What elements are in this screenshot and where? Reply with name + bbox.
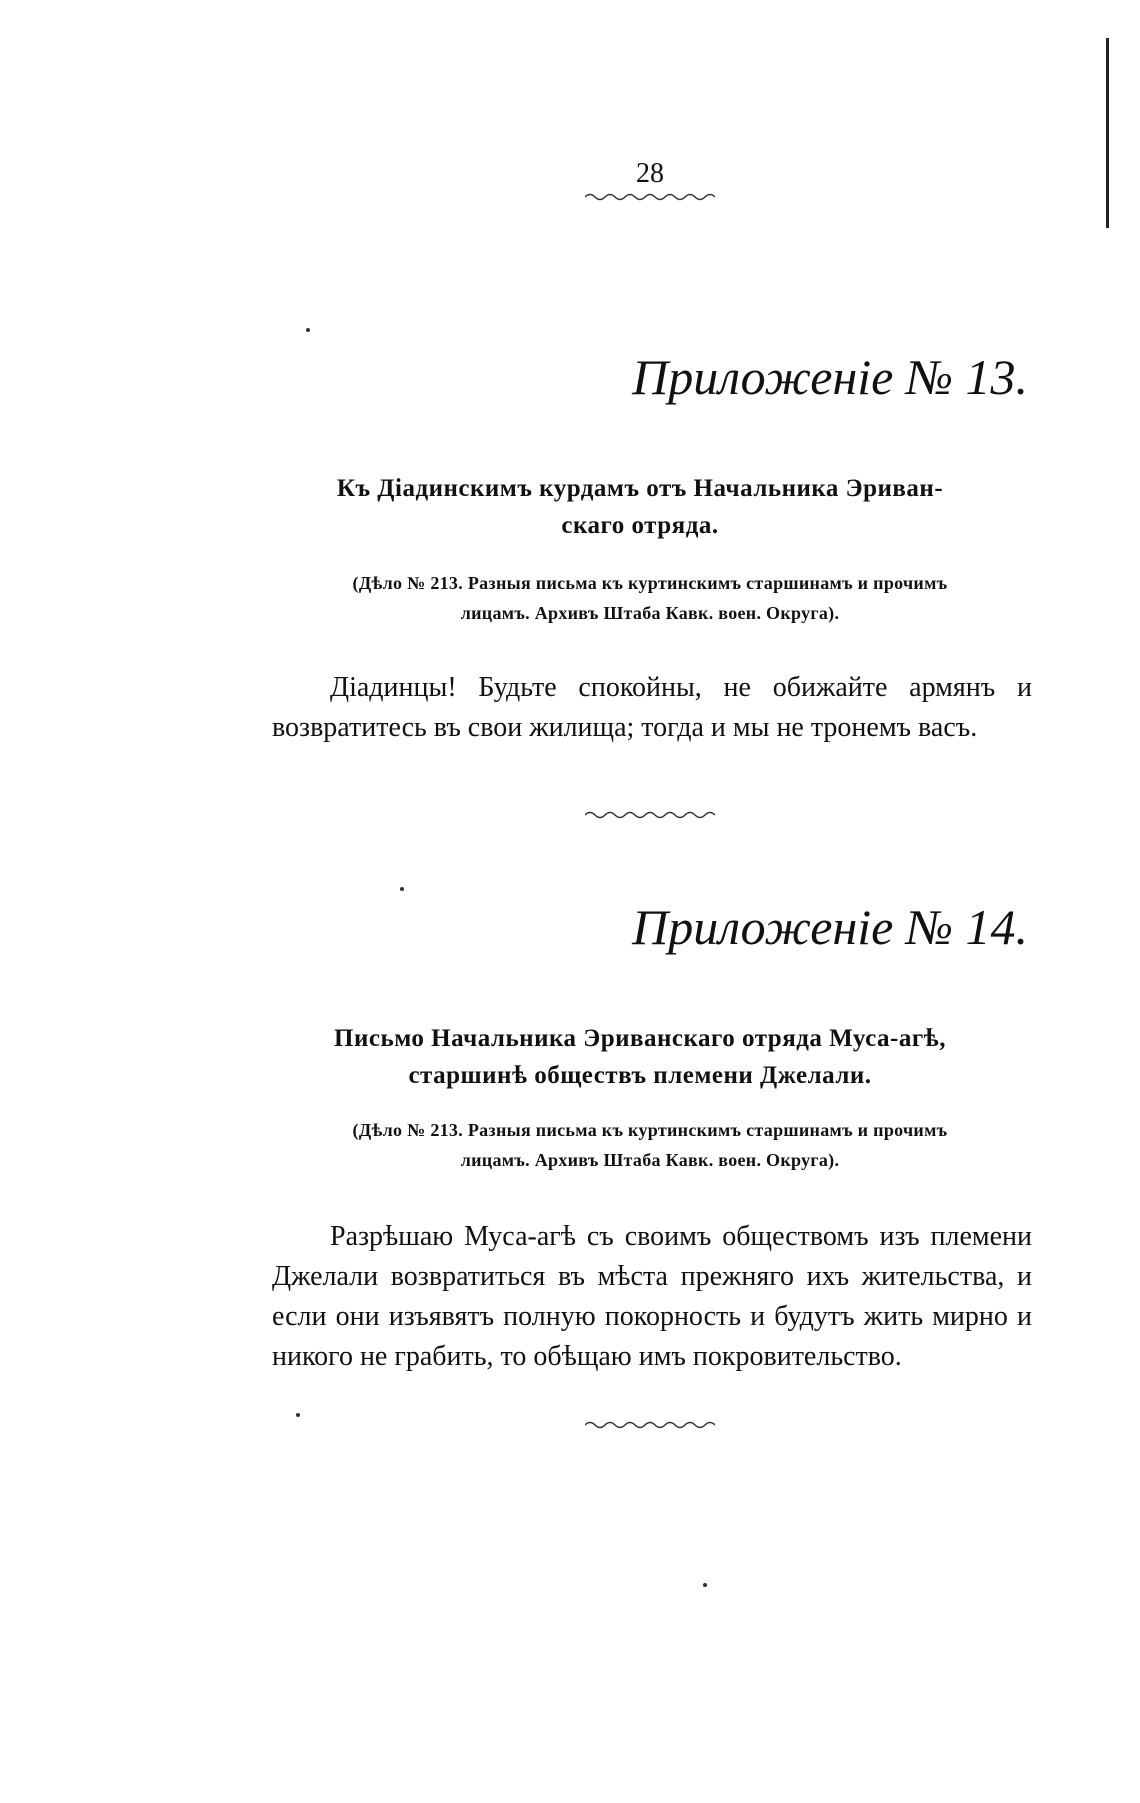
appendix-13-source-line1: (Дѣло № 213. Разныя письма къ куртинскимъ старшинамъ и прочимъ	[352, 573, 948, 593]
ornament-divider-middle	[585, 810, 715, 820]
appendix-13-heading	[270, 470, 1010, 544]
scan-edge-line	[1106, 38, 1109, 228]
appendix-14-heading-line2: старшинѣ обществъ племени Джелали.	[408, 1062, 872, 1089]
scan-speck	[296, 1413, 300, 1417]
appendix-14-heading-line1: Письмо Начальника Эриванскаго отряда Муса-агѣ,	[334, 1025, 946, 1052]
appendix-14-body: Разрѣшаю Муса-агѣ съ своимъ обществомъ изъ племени Джелали возвратиться въ мѣста прежняго ихъ жительства, и если они изъявятъ полную покорность и будутъ жить мирно и никого не грабить, то обѣщаю имъ покровительство.	[272, 1221, 1032, 1372]
appendix-13-source	[270, 568, 1030, 628]
appendix-14-heading	[270, 1020, 1010, 1094]
appendix-14-source-line1: (Дѣло № 213. Разныя письма къ куртинскимъ старшинамъ и прочимъ	[352, 1120, 948, 1140]
ornament-divider-bottom	[585, 1420, 715, 1430]
appendix-13-heading-line2: скаго отряда.	[561, 512, 719, 539]
appendix-13-body: Діадинцы! Будьте спокойны, не обижайте армянъ и возвратитесь въ свои жилища; тогда и мы не тронемъ васъ.	[272, 672, 1032, 743]
scan-speck	[703, 1583, 707, 1587]
page-number: 28	[636, 158, 664, 189]
appendix-13-title: Приложеніе № 13.	[632, 349, 1028, 405]
ornament-divider-top	[585, 192, 715, 202]
appendix-14-source-line2: лицамъ. Архивъ Штаба Кавк. воен. Округа).	[460, 1150, 840, 1170]
scan-speck	[306, 328, 310, 332]
appendix-14-source	[270, 1115, 1030, 1175]
appendix-14-title: Приложеніе № 14.	[632, 899, 1028, 955]
appendix-13-source-line2: лицамъ. Архивъ Штаба Кавк. воен. Округа).	[460, 603, 840, 623]
scan-speck	[400, 887, 404, 891]
appendix-13-heading-line1: Къ Діадинскимъ курдамъ отъ Начальника Эриван-	[336, 475, 944, 502]
